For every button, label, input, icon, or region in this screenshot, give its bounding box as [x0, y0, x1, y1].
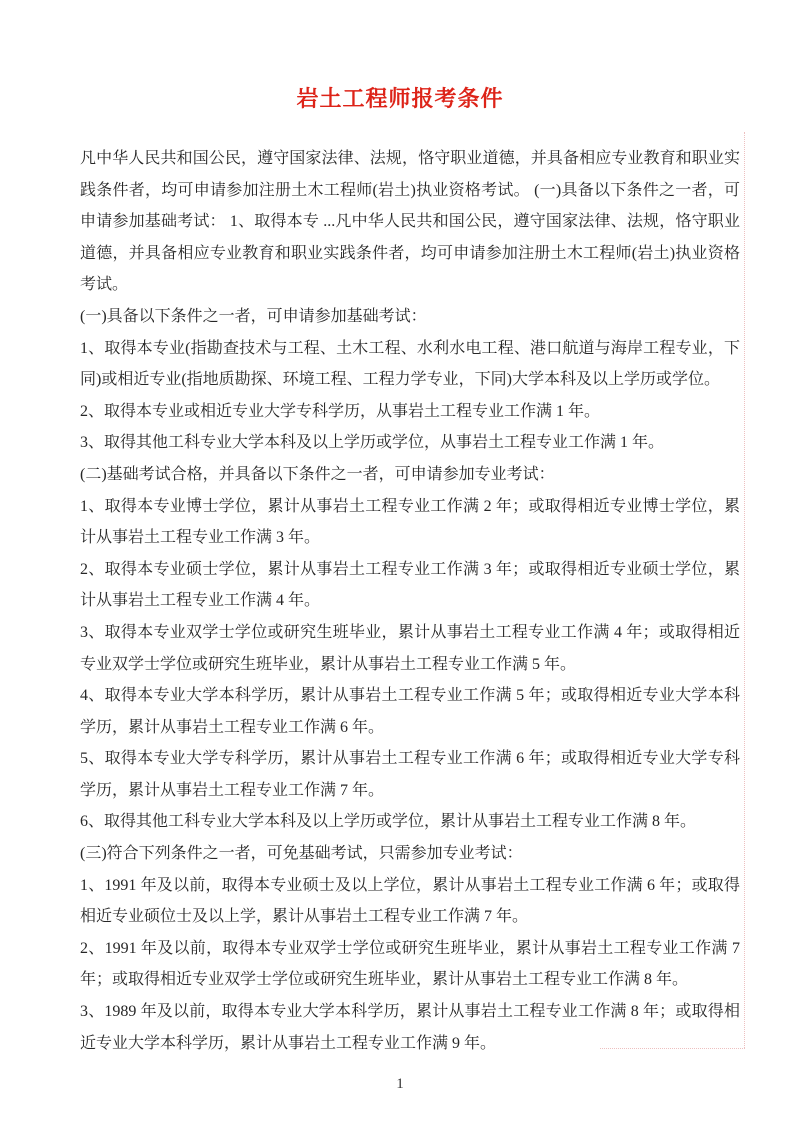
body-paragraph: 3、取得本专业双学士学位或研究生班毕业，累计从事岩土工程专业工作满 4 年；或取得相近专业双学士学位或研究生班毕业，累计从事岩土工程专业工作满 5 年。	[80, 623, 740, 673]
body-paragraph: (三)符合下列条件之一者，可免基础考试，只需参加专业考试：	[80, 845, 523, 863]
body-paragraph: (二)基础考试合格，并具备以下条件之一者，可申请参加专业考试：	[80, 465, 555, 483]
body-paragraph: 1、取得本专业博士学位，累计从事岩土工程专业工作满 2 年；或取得相近专业博士学位，累计从事岩土工程专业工作满 3 年。	[80, 497, 740, 547]
body-paragraph: 3、1989 年及以前，取得本专业大学本科学历，累计从事岩土工程专业工作满 8 年；或取得相近专业大学本科学历，累计从事岩土工程专业工作满 9 年。	[80, 1003, 740, 1052]
body-paragraph: 凡中华人民共和国公民，遵守国家法律、法规，恪守职业道德，并具备相应专业教育和职业实践条件者，均可申请参加注册土木工程师(岩土)执业资格考试。 (一)具备以下条件之一者，可申请参加基础考试： 1、取得本专 ...凡中华人民共和国公民，遵守国家法律、法规，恪守职业道德，并具备相应专业教育和职业实践条件者，均可申请参加注册土木工程师(岩土)执业资格考试。	[80, 150, 740, 294]
body-paragraph: 1、1991 年及以前，取得本专业硕士及以上学位，累计从事岩土工程专业工作满 6 年；或取得相近专业硕位士及以上学，累计从事岩土工程专业工作满 7 年。	[80, 876, 740, 926]
body-paragraph: 2、取得本专业硕士学位，累计从事岩土工程专业工作满 3 年；或取得相近专业硕士学位，累计从事岩土工程专业工作满 4 年。	[80, 560, 740, 610]
body-paragraph: 1、取得本专业(指勘查技术与工程、土木工程、水利水电工程、港口航道与海岸工程专业，下同)或相近专业(指地质勘探、环境工程、工程力学专业，下同)大学本科及以上学历或学位。	[80, 339, 740, 389]
document-body	[80, 143, 740, 1059]
text-frame-border-bottom	[600, 1048, 745, 1049]
document-title: 岩土工程师报考条件	[296, 86, 504, 111]
body-paragraph: 4、取得本专业大学本科学历，累计从事岩土工程专业工作满 5 年；或取得相近专业大学本科学历，累计从事岩土工程专业工作满 6 年。	[80, 687, 740, 736]
text-frame-border-right	[744, 132, 745, 1048]
body-paragraph: 5、取得本专业大学专科学历，累计从事岩土工程专业工作满 6 年；或取得相近专业大学专科学历，累计从事岩土工程专业工作满 7 年。	[80, 750, 740, 799]
body-paragraph: 3、取得其他工科专业大学本科及以上学历或学位，从事岩土工程专业工作满 1 年。	[80, 434, 665, 452]
body-paragraph: 2、取得本专业或相近专业大学专科学历，从事岩土工程专业工作满 1 年。	[80, 402, 601, 420]
page-number: 1	[396, 1076, 404, 1092]
body-paragraph: (一)具备以下条件之一者，可申请参加基础考试：	[80, 307, 427, 325]
body-paragraph: 2、1991 年及以前，取得本专业双学士学位或研究生班毕业，累计从事岩土工程专业工作满 7 年；或取得相近专业双学士学位或研究生班毕业，累计从事岩土工程专业工作满 8 年。	[80, 939, 740, 989]
body-paragraph: 6、取得其他工科专业大学本科及以上学历或学位，累计从事岩土工程专业工作满 8 年。	[80, 813, 697, 831]
